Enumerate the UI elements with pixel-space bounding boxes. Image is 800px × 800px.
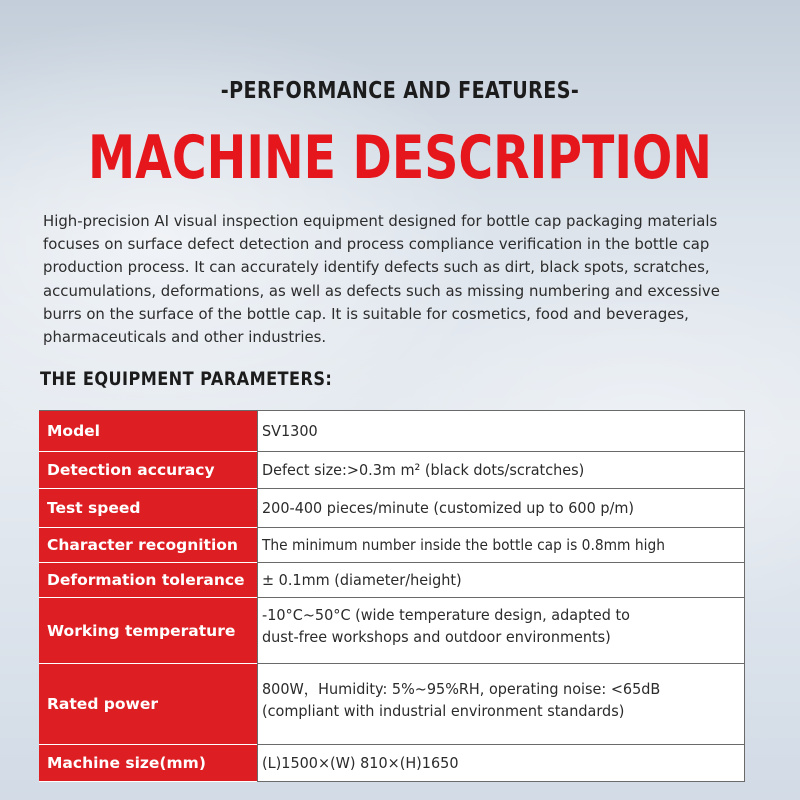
table-row [39,528,745,563]
table-row [39,452,745,489]
description-line: pharmaceuticals and other industries. [43,328,327,347]
param-value: (L)1500×(W) 810×(H)1650 [257,745,745,781]
param-value: -10°C~50°C (wide temperature design, adapted to dust-free workshops and outdoor environments) [257,598,745,663]
subtitle: -PERFORMANCE AND FEATURES- [220,78,580,104]
description-line: focuses on surface defect detection and process compliance verification in the bottle cap [43,235,710,254]
table-row [39,664,745,745]
param-label: Model [39,411,257,452]
description-line: accumulations, deformations, as well as defects such as missing numbering and excessive [43,281,720,300]
parameters-table [39,410,745,782]
description-line: High-precision AI visual inspection equipment designed for bottle cap packaging materials [43,212,718,230]
param-label: Machine size(mm) [39,745,257,782]
param-label: Deformation tolerance [39,563,257,598]
param-value: 800W，Humidity: 5%~95%RH, operating noise: <65dB (compliant with industrial environment standards) [257,664,745,744]
section-title: THE EQUIPMENT PARAMETERS: [40,368,333,390]
description [43,210,783,349]
param-label: Character recognition [39,528,257,563]
param-label: Working temperature [39,598,257,664]
param-label: Detection accuracy [39,452,257,489]
param-value: The minimum number inside the bottle cap is 0.8mm high [257,528,745,562]
table-row [39,563,745,598]
param-value: 200-400 pieces/minute (customized up to 600 p/m) [257,489,745,527]
param-label: Rated power [39,664,257,745]
table-row [39,745,745,782]
param-value: SV1300 [257,411,745,451]
description-line: burrs on the surface of the bottle cap. It is suitable for cosmetics, food and beverages, [43,304,689,323]
param-label: Test speed [39,489,257,528]
param-value: Defect size:>0.3m m² (black dots/scratches) [257,452,745,488]
page-title: MACHINE DESCRIPTION [88,123,712,193]
param-value: ± 0.1mm (diameter/height) [257,563,745,597]
table-row [39,411,745,452]
table-row [39,598,745,664]
description-line: production process. It can accurately identify defects such as dirt, black spots, scratches, [43,258,710,277]
table-row [39,489,745,528]
